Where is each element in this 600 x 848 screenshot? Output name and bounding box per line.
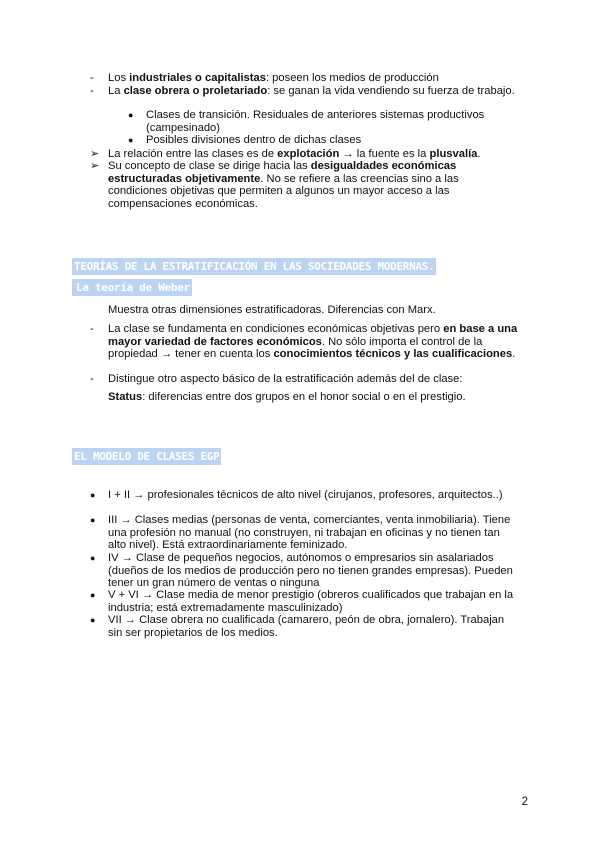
bold-text: industriales o capitalistas — [129, 72, 266, 84]
bold-text: desigualdades económicas estructuradas objetivamente — [108, 160, 457, 185]
text-run: La — [108, 85, 124, 97]
bullet-icon: ● — [128, 110, 134, 120]
text-run: Distingue otro aspecto básico de la estratificación además del de clase: — [108, 373, 463, 385]
dash-marker: - — [90, 373, 94, 385]
section-subheading: La teoría de Weber — [72, 279, 192, 296]
list-item-text: Posibles divisiones dentro de dichas clases — [146, 134, 362, 146]
list-item-text: V + VI → Clase media de menor prestigio (obreros cualificados que trabajan en la industria; está extremadamente masculinizado) — [108, 589, 514, 614]
status-line — [108, 391, 528, 404]
bold-text: en base a una mayor variedad de factores económicos — [108, 323, 518, 348]
list-item — [90, 148, 518, 161]
list-item — [90, 552, 520, 590]
list-item — [90, 85, 518, 98]
bullet-icon: ● — [90, 553, 96, 563]
bold-text: conocimientos técnicos y las cualificaciones — [273, 348, 513, 361]
bullet-icon: ● — [90, 590, 96, 600]
text-run: . No sólo importa el control de la propiedad → tener en cuenta los — [108, 335, 483, 361]
list-item-text: III → Clases medias (personas de venta, comerciantes, venta inmobiliaria). Tiene una profesión no manual (no construyen, ni trabajan en oficinas y no tienen tan alto nivel). Está extraordinariamente feminizado. — [108, 514, 511, 552]
text-run: : poseen los medios de producción — [265, 72, 439, 84]
list-item-text: I + II → profesionales técnicos de alto nivel (cirujanos, profesores, arquitectos..) — [108, 489, 503, 501]
text-run: La relación entre las clases es de — [108, 148, 278, 160]
list-item — [90, 589, 520, 614]
status-term: Status — [108, 391, 143, 403]
section-heading: EL MODELO DE CLASES EGP — [74, 450, 220, 463]
text-run: Los — [108, 72, 130, 84]
rich-text — [108, 160, 518, 210]
list-item — [90, 373, 530, 386]
list-item — [128, 134, 518, 147]
rich-text — [108, 373, 530, 386]
text-run: . — [512, 348, 516, 361]
list-item-text: VII → Clase obrera no cualificada (camarero, peón de obra, jornalero). Trabajan sin ser propietarios de los medios. — [108, 614, 505, 639]
list-item-text: Clases de transición. Residuales de anteriores sistemas productivos (campesinado) — [146, 109, 485, 134]
text-run: → la fuente es la — [339, 148, 430, 160]
dash-marker: - — [90, 323, 94, 335]
text-run: . — [477, 148, 481, 160]
list-item — [90, 160, 518, 210]
rich-text — [108, 148, 518, 161]
arrow-marker-icon: ➢ — [90, 148, 100, 160]
list-item — [128, 109, 518, 134]
bullet-icon: ● — [90, 515, 96, 525]
bold-text: plusvalía — [429, 148, 478, 160]
bullet-icon: ● — [90, 490, 96, 500]
bullet-icon: ● — [128, 135, 134, 145]
text-run: Su concepto de clase se dirige hacia las — [108, 160, 311, 172]
bold-text: explotación — [277, 148, 340, 160]
bullet-icon: ● — [90, 615, 96, 625]
list-item — [90, 323, 530, 361]
status-text: : diferencias entre dos grupos en el honor social o en el prestigio. — [142, 391, 466, 403]
section-heading: TEORÍAS DE LA ESTRATIFICACIÓN EN LAS SOCIEDADES MODERNAS. — [74, 260, 435, 273]
arrow-marker-icon: ➢ — [90, 160, 100, 172]
list-item-text: IV → Clase de pequeños negocios, autónomos o empresarios sin asalariados (dueños de los medios de producción pero no tienen grandes empresas). Pueden tener un gran número de ventas o ninguna — [108, 552, 513, 590]
text-run: . No se refiere a las creencias sino a las condiciones objetivas que permiten a algunos un mayor acceso a las compensaciones económicas. — [108, 172, 459, 210]
dash-marker: - — [90, 72, 94, 84]
rich-text — [108, 323, 530, 361]
rich-text — [108, 85, 518, 98]
bold-text: clase obrera o proletariado — [123, 85, 268, 97]
dash-marker: - — [90, 85, 94, 97]
text-run: : se ganan la vida vendiendo su fuerza de trabajo. — [267, 85, 515, 97]
text-run: La clase se fundamenta en condiciones económicas objetivas pero — [108, 323, 444, 335]
list-item — [90, 614, 520, 639]
intro-text: Muestra otras dimensiones estratificadoras. Diferencias con Marx. — [108, 304, 436, 316]
page-number: 2 — [521, 796, 528, 808]
list-item — [90, 72, 518, 85]
list-item — [90, 489, 520, 502]
list-item — [90, 514, 520, 552]
rich-text — [108, 72, 518, 85]
